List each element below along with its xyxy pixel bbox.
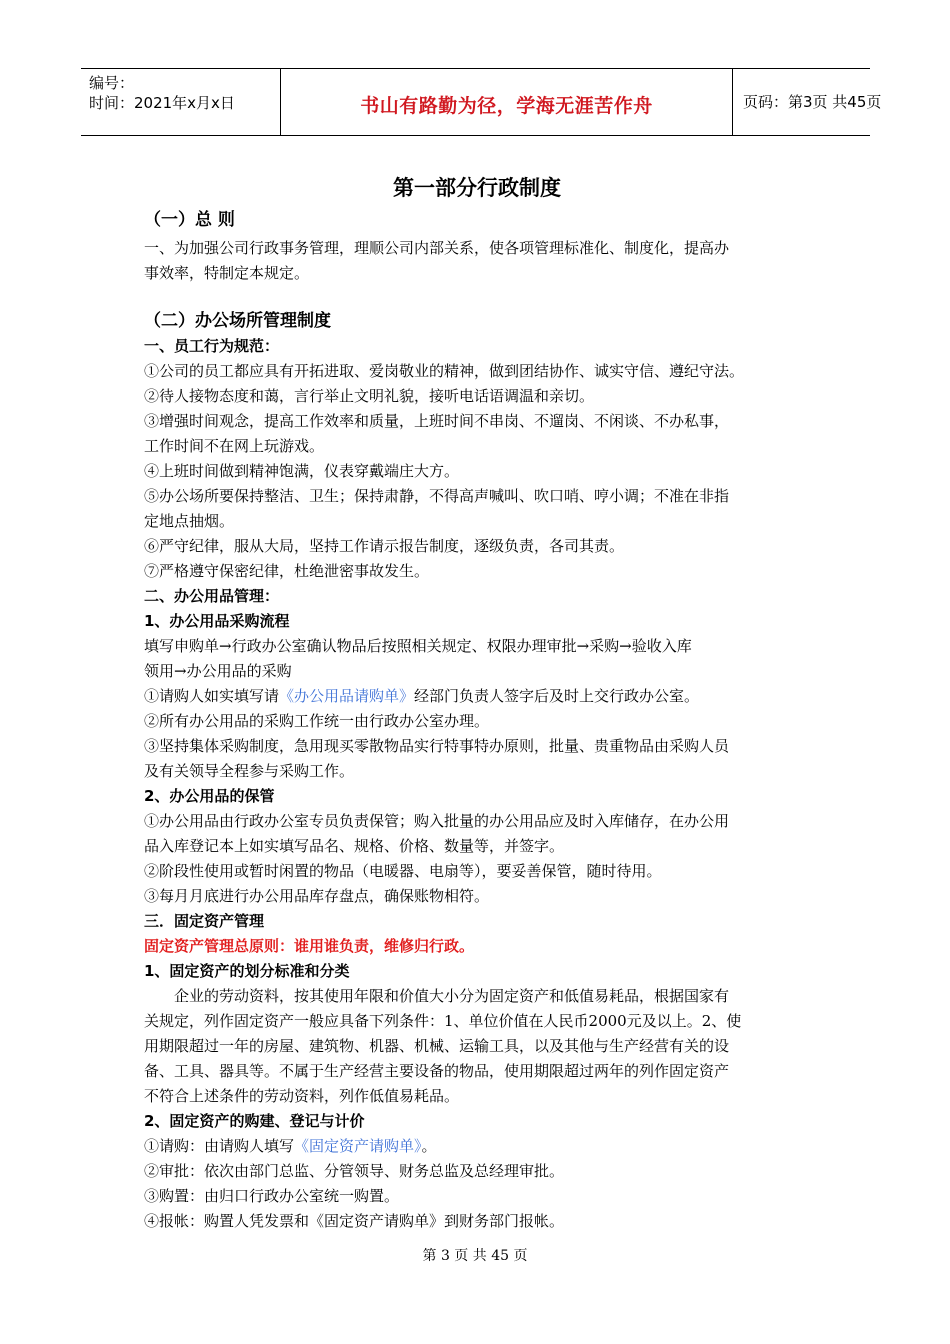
text-span: ①请购：由请购人填写 (144, 1137, 295, 1155)
page-header (81, 68, 882, 136)
list-item: ④报帐：购置人凭发票和《固定资产请购单》到财务部门报帐。 (144, 1212, 565, 1230)
form-link-office-supplies[interactable]: 《办公用品请购单》 (279, 687, 415, 705)
header-left-cell (81, 69, 281, 135)
subheading-purchase-flow: 1、办公用品采购流程 (144, 612, 290, 630)
subheading-classification: 1、固定资产的划分标准和分类 (144, 962, 350, 980)
paragraph-line: 事效率，特制定本规定。 (144, 264, 310, 282)
list-item (144, 684, 810, 709)
paragraph-line: 不符合上述条件的劳动资料，列作低值易耗品。 (144, 1087, 460, 1105)
text-span: ①请购人如实填写请 (144, 687, 280, 705)
list-item: ③每月月底进行办公用品库存盘点，确保账物相符。 (144, 887, 490, 905)
motto-text: 书山有路勤为径，学海无涯苦作舟 (360, 95, 653, 117)
list-item: ②审批：依次由部门总监、分管领导、财务总监及总经理审批。 (144, 1162, 565, 1180)
section-heading-office: （二）办公场所管理制度 (144, 311, 331, 331)
header-motto-cell (281, 69, 733, 135)
list-item: 工作时间不在网上玩游戏。 (144, 437, 325, 455)
list-item: ①公司的员工都应具有开拓进取、爱岗敬业的精神，做到团结协作、诚实守信、遵纪守法。 (144, 362, 745, 380)
list-item: 及有关领导全程参与采购工作。 (144, 762, 355, 780)
date-label: 时间：2021年x月x日 (89, 94, 235, 112)
paragraph-line: 一、为加强公司行政事务管理，理顺公司内部关系，使各项管理标准化、制度化，提高办 (144, 239, 730, 257)
subheading-acquisition: 2、固定资产的购建、登记与计价 (144, 1112, 365, 1130)
subheading-supplies: 二、办公用品管理： (144, 587, 280, 605)
list-item: 定地点抽烟。 (144, 512, 235, 530)
subheading-fixed-assets: 三．固定资产管理 (144, 912, 265, 930)
paragraph-line: 关规定，列作固定资产一般应具备下列条件：1、单位价值在人民币2000元及以上。2、使 (144, 1012, 742, 1030)
subheading-storage: 2、办公用品的保管 (144, 787, 275, 805)
subheading-conduct: 一、员工行为规范： (144, 337, 280, 355)
list-item: ②待人接物态度和蔼，言行举止文明礼貌，接听电话语调温和亲切。 (144, 387, 595, 405)
page-number-label: 页码：第3页 共45页 (743, 93, 882, 111)
list-item: ④上班时间做到精神饱满，仪表穿戴端庄大方。 (144, 462, 460, 480)
text-span: 经部门负责人签字后及时上交行政办公室。 (414, 687, 700, 705)
list-item: ⑤办公场所要保持整洁、卫生；保持肃静，不得高声喊叫、吹口哨、哼小调；不准在非指 (144, 487, 730, 505)
list-item: ⑥严守纪律，服从大局，坚持工作请示报告制度，逐级负责，各司其责。 (144, 537, 625, 555)
list-item: ②阶段性使用或暂时闲置的物品（电暖器、电扇等），要妥善保管，随时待用。 (144, 862, 662, 880)
paragraph-line: 备、工具、器具等。不属于生产经营主要设备的物品，使用期限超过两年的列作固定资产 (144, 1062, 730, 1080)
list-item: ③购置：由归口行政办公室统一购置。 (144, 1187, 400, 1205)
list-item: 品入库登记本上如实填写品名、规格、价格、数量等，并签字。 (144, 837, 565, 855)
list-item: ③坚持集体采购制度，急用现买零散物品实行特事特办原则，批量、贵重物品由采购人员 (144, 737, 730, 755)
list-item: ①办公用品由行政办公室专员负责保管；购入批量的办公用品应及时入库储存，在办公用 (144, 812, 730, 830)
form-link-fixed-assets[interactable]: 《固定资产请购单》 (294, 1137, 422, 1155)
list-item: ③增强时间观念，提高工作效率和质量，上班时间不串岗、不遛岗、不闲谈、不办私事， (144, 412, 730, 430)
list-item: ②所有办公用品的采购工作统一由行政办公室办理。 (144, 712, 490, 730)
list-item: 领用→办公用品的采购 (144, 662, 292, 680)
number-label: 编号： (89, 74, 135, 92)
list-item: ⑦严格遵守保密纪律，杜绝泄密事故发生。 (144, 562, 430, 580)
list-item: 填写申购单→行政办公室确认物品后按照相关规定、权限办理审批→采购→验收入库 (144, 637, 692, 655)
paragraph-line: 用期限超过一年的房屋、建筑物、机器、机械、运输工具，以及其他与生产经营有关的设 (144, 1037, 730, 1055)
page-footer: 第 3 页 共 45 页 (422, 1248, 528, 1264)
section-heading-general: （一）总 则 (144, 210, 235, 230)
principle-highlight: 固定资产管理总原则：谁用谁负责，维修归行政。 (144, 937, 475, 955)
list-item (144, 1134, 810, 1159)
text-span: 。 (421, 1137, 437, 1155)
paragraph-line: 企业的劳动资料，按其使用年限和价值大小分为固定资产和低值易耗品，根据国家有 (144, 987, 730, 1005)
page-title: 第一部分行政制度 (393, 176, 561, 200)
